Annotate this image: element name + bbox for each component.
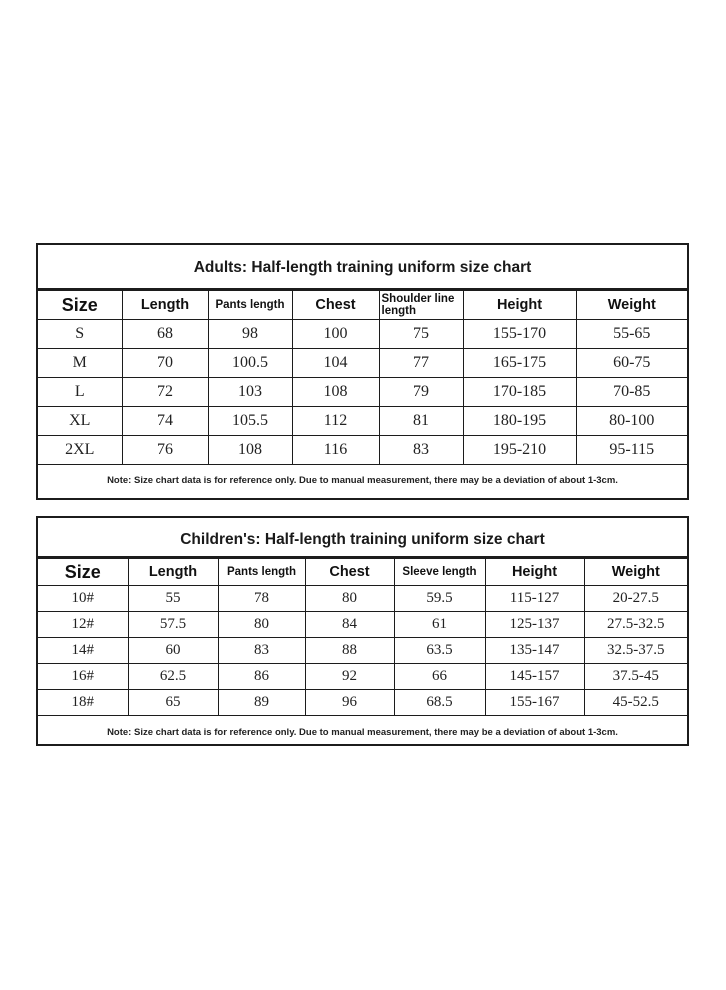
cell-length: 70 xyxy=(122,349,208,378)
cell-size: 2XL xyxy=(38,436,122,465)
cell-weight: 60-75 xyxy=(576,349,687,378)
table-row xyxy=(38,664,687,690)
cell-chest: 80 xyxy=(305,586,394,612)
cell-size: L xyxy=(38,378,122,407)
header-chest: Chest xyxy=(305,559,394,586)
cell-height: 135-147 xyxy=(485,638,584,664)
children-chart-note: Note: Size chart data is for reference only. Due to manual measurement, there may be a deviation of about 1-3cm. xyxy=(107,727,618,738)
cell-chest: 108 xyxy=(292,378,379,407)
cell-shoulder-line: 83 xyxy=(379,436,463,465)
header-height: Height xyxy=(485,559,584,586)
header-sleeve-length: Sleeve length xyxy=(394,559,485,586)
cell-shoulder-line: 75 xyxy=(379,320,463,349)
children-header-row xyxy=(38,559,687,586)
cell-pants-length: 78 xyxy=(218,586,305,612)
cell-size: 18# xyxy=(38,690,128,716)
cell-chest: 112 xyxy=(292,407,379,436)
cell-chest: 104 xyxy=(292,349,379,378)
cell-length: 62.5 xyxy=(128,664,218,690)
cell-height: 165-175 xyxy=(463,349,576,378)
cell-weight: 45-52.5 xyxy=(584,690,687,716)
cell-sleeve-length: 68.5 xyxy=(394,690,485,716)
cell-pants-length: 80 xyxy=(218,612,305,638)
cell-height: 145-157 xyxy=(485,664,584,690)
cell-length: 65 xyxy=(128,690,218,716)
cell-chest: 96 xyxy=(305,690,394,716)
adult-chart-note: Note: Size chart data is for reference only. Due to manual measurement, there may be a deviation of about 1-3cm. xyxy=(107,475,618,486)
header-weight: Weight xyxy=(584,559,687,586)
cell-shoulder-line: 81 xyxy=(379,407,463,436)
header-pants-length: Pants length xyxy=(218,559,305,586)
cell-length: 57.5 xyxy=(128,612,218,638)
adult-size-table xyxy=(38,290,687,465)
cell-shoulder-line: 77 xyxy=(379,349,463,378)
cell-weight: 80-100 xyxy=(576,407,687,436)
header-length: Length xyxy=(122,291,208,320)
cell-pants-length: 103 xyxy=(208,378,292,407)
cell-weight: 95-115 xyxy=(576,436,687,465)
cell-size: M xyxy=(38,349,122,378)
cell-pants-length: 83 xyxy=(218,638,305,664)
header-height: Height xyxy=(463,291,576,320)
table-row xyxy=(38,586,687,612)
cell-shoulder-line: 79 xyxy=(379,378,463,407)
cell-size: S xyxy=(38,320,122,349)
table-row xyxy=(38,320,687,349)
table-row xyxy=(38,690,687,716)
cell-sleeve-length: 59.5 xyxy=(394,586,485,612)
cell-height: 155-170 xyxy=(463,320,576,349)
cell-size: XL xyxy=(38,407,122,436)
header-chest: Chest xyxy=(292,291,379,320)
cell-size: 16# xyxy=(38,664,128,690)
cell-pants-length: 86 xyxy=(218,664,305,690)
cell-chest: 84 xyxy=(305,612,394,638)
header-shoulder-line-length: Shoulder line length xyxy=(379,291,463,320)
header-length: Length xyxy=(128,559,218,586)
cell-sleeve-length: 66 xyxy=(394,664,485,690)
cell-chest: 88 xyxy=(305,638,394,664)
cell-pants-length: 105.5 xyxy=(208,407,292,436)
adult-header-row xyxy=(38,291,687,320)
header-size: Size xyxy=(38,291,122,320)
header-size: Size xyxy=(38,559,128,586)
cell-weight: 32.5-37.5 xyxy=(584,638,687,664)
cell-weight: 20-27.5 xyxy=(584,586,687,612)
cell-length: 72 xyxy=(122,378,208,407)
cell-pants-length: 98 xyxy=(208,320,292,349)
cell-weight: 37.5-45 xyxy=(584,664,687,690)
cell-height: 125-137 xyxy=(485,612,584,638)
cell-size: 12# xyxy=(38,612,128,638)
cell-weight: 55-65 xyxy=(576,320,687,349)
cell-pants-length: 100.5 xyxy=(208,349,292,378)
cell-pants-length: 108 xyxy=(208,436,292,465)
children-chart-title: Children's: Half-length training uniform size chart xyxy=(38,518,687,558)
cell-height: 180-195 xyxy=(463,407,576,436)
table-row xyxy=(38,407,687,436)
cell-pants-length: 89 xyxy=(218,690,305,716)
table-row xyxy=(38,612,687,638)
cell-height: 195-210 xyxy=(463,436,576,465)
cell-length: 55 xyxy=(128,586,218,612)
cell-size: 14# xyxy=(38,638,128,664)
cell-length: 74 xyxy=(122,407,208,436)
cell-length: 60 xyxy=(128,638,218,664)
cell-weight: 27.5-32.5 xyxy=(584,612,687,638)
cell-length: 76 xyxy=(122,436,208,465)
adult-chart-title: Adults: Half-length training uniform size chart xyxy=(38,245,687,290)
cell-chest: 100 xyxy=(292,320,379,349)
adult-size-chart xyxy=(36,243,689,500)
table-row xyxy=(38,378,687,407)
header-pants-length: Pants length xyxy=(208,291,292,320)
cell-size: 10# xyxy=(38,586,128,612)
table-row xyxy=(38,638,687,664)
children-size-table xyxy=(38,558,687,716)
cell-chest: 116 xyxy=(292,436,379,465)
table-row xyxy=(38,436,687,465)
header-weight: Weight xyxy=(576,291,687,320)
cell-height: 170-185 xyxy=(463,378,576,407)
cell-length: 68 xyxy=(122,320,208,349)
cell-height: 155-167 xyxy=(485,690,584,716)
children-size-chart xyxy=(36,516,689,746)
cell-height: 115-127 xyxy=(485,586,584,612)
cell-sleeve-length: 61 xyxy=(394,612,485,638)
cell-sleeve-length: 63.5 xyxy=(394,638,485,664)
table-row xyxy=(38,349,687,378)
cell-weight: 70-85 xyxy=(576,378,687,407)
cell-chest: 92 xyxy=(305,664,394,690)
